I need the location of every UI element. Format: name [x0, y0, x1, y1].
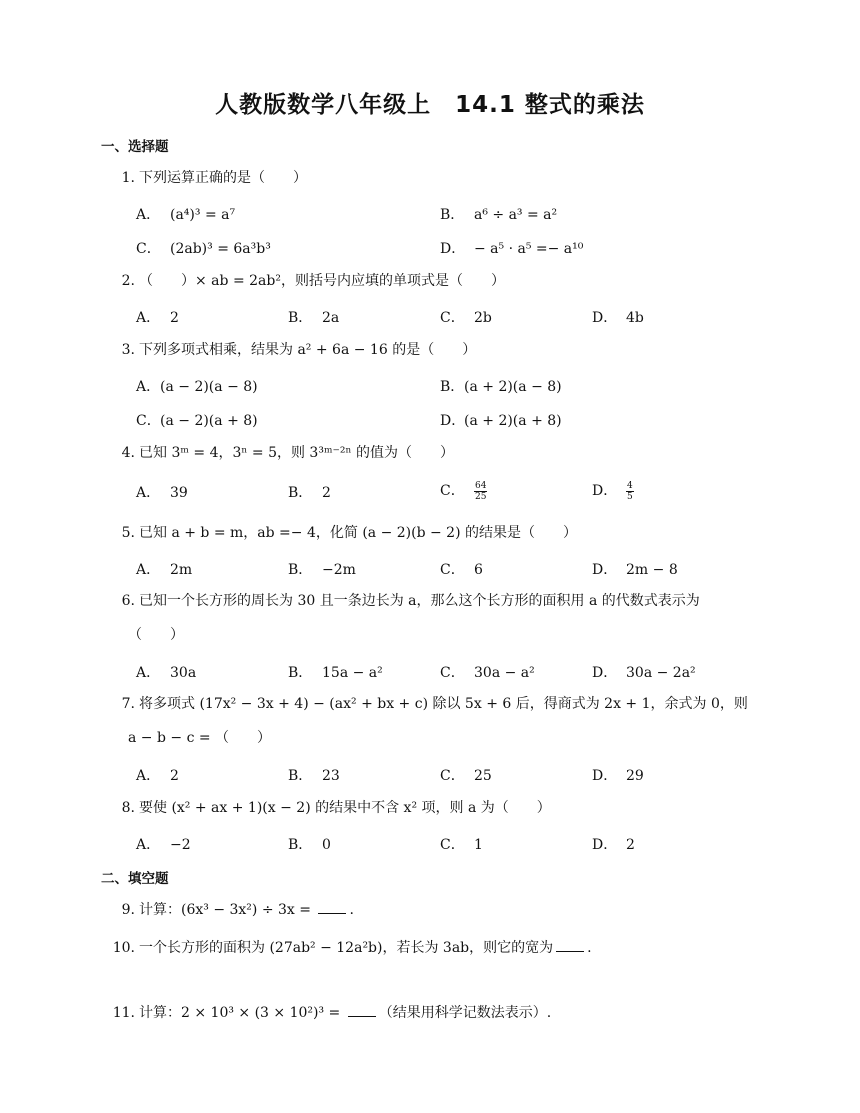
option-c: C． 2b: [440, 310, 492, 326]
option-a: A． 2: [136, 310, 179, 326]
option-a: A． 2m: [136, 562, 193, 578]
option-b: B． −2m: [288, 562, 356, 578]
question-number: 1.: [121, 170, 135, 186]
option-b: B． 15a − a²: [288, 665, 383, 681]
option-d: D．(a + 2)(a + 8): [440, 413, 562, 429]
answer-blank[interactable]: [348, 1015, 376, 1017]
question-number: 11.: [112, 1005, 135, 1021]
option-c: C．(a − 2)(a + 8): [136, 413, 258, 429]
section-choice-heading: 一、选择题: [101, 139, 169, 155]
question-text: 已知一个长方形的周长为 30 且一条边长为 a，那么这个长方形的面积用 a 的代数式表示为: [139, 593, 700, 609]
question-7: [108, 692, 768, 750]
option-a: A．(a − 2)(a − 8): [136, 379, 258, 395]
option-c: C． (2ab)³ = 6a³b³: [136, 241, 271, 257]
question-8: [108, 796, 768, 820]
option-b: B． 0: [288, 837, 331, 853]
question-text: 已知 a + b = m，ab =− 4，化简 (a − 2)(b − 2) 的结果是（ ）: [139, 525, 578, 541]
question-2: [108, 269, 768, 293]
fraction: $\frac{4}{5}$: [627, 480, 633, 502]
option-b: B． 2: [288, 485, 331, 501]
question-4: [108, 441, 768, 465]
option-b: B． a⁶ ÷ a³ = a²: [440, 207, 558, 223]
question-number: 9.: [121, 902, 135, 918]
question-number: 8.: [121, 800, 135, 816]
question-number: 2.: [121, 273, 135, 289]
option-b: B． 2a: [288, 310, 340, 326]
question-text: 下列多项式相乘，结果为 a² + 6a − 16 的是（ ）: [139, 342, 477, 358]
answer-blank[interactable]: [556, 950, 584, 952]
question-text: 将多项式 (17x² − 3x + 4) − (ax² + bx + c) 除以 5x + 6 后，得商式为 2x + 1，余式为 0，则: [139, 696, 748, 712]
option-c: C． 1: [440, 837, 483, 853]
question-number: 6.: [121, 593, 135, 609]
option-a: A． 2: [136, 768, 179, 784]
question-6: [108, 589, 768, 647]
option-b: B．(a + 2)(a − 8): [440, 379, 562, 395]
question-text: 下列运算正确的是（ ）: [139, 170, 307, 186]
question-text-continued: （ ）: [128, 627, 184, 643]
option-a: A． 30a: [136, 665, 197, 681]
question-number: 4.: [121, 445, 135, 461]
option-d: D． 30a − 2a²: [592, 665, 696, 681]
option-a: A． −2: [136, 837, 191, 853]
question-text-continued: a − b − c = （ ）: [128, 730, 272, 746]
question-number: 5.: [121, 525, 135, 541]
question-3: [108, 338, 768, 362]
option-d: D． 2m − 8: [592, 562, 678, 578]
question-number: 7.: [121, 696, 135, 712]
question-10: 10. 一个长方形的面积为 (27ab² − 12a²b)，若长为 3ab，则它的宽为 .: [108, 936, 768, 960]
option-a: A． (a⁴)³ = a⁷: [136, 207, 236, 223]
question-number: 10.: [112, 940, 135, 956]
question-5: [108, 521, 768, 545]
option-c: C． 25: [440, 768, 492, 784]
option-d: D． $\frac{4}{5}$: [592, 480, 633, 502]
option-d: D． 29: [592, 768, 644, 784]
question-11: 11. 计算：2 × 10³ × (3 × 10²)³ = （结果用科学记数法表示）.: [108, 1001, 768, 1025]
option-c: C． 6: [440, 562, 483, 578]
answer-blank[interactable]: [318, 912, 346, 914]
option-d: D． 4b: [592, 310, 644, 326]
question-1: [108, 166, 768, 190]
option-d: D． − a⁵ · a⁵ =− a¹⁰: [440, 241, 584, 257]
question-text: （ ）× ab = 2ab²，则括号内应填的单项式是（ ）: [139, 273, 505, 289]
option-a: A． 39: [136, 485, 188, 501]
option-b: B． 23: [288, 768, 340, 784]
page-title: 人教版数学八年级上 14.1 整式的乘法: [215, 92, 645, 118]
section-fill-heading: 二、填空题: [101, 871, 169, 887]
question-text: 已知 3ᵐ = 4，3ⁿ = 5，则 3³ᵐ⁻²ⁿ 的值为（ ）: [139, 445, 455, 461]
question-text: 要使 (x² + ax + 1)(x − 2) 的结果中不含 x² 项，则 a 为（ ）: [139, 800, 551, 816]
question-number: 3.: [121, 342, 135, 358]
option-c: C． 30a − a²: [440, 665, 535, 681]
option-c: C． $\frac{64}{25}$: [440, 480, 487, 502]
option-d: D． 2: [592, 837, 635, 853]
fraction: $\frac{64}{25}$: [475, 480, 487, 502]
question-9: 9. 计算：(6x³ − 3x²) ÷ 3x = .: [108, 898, 768, 922]
